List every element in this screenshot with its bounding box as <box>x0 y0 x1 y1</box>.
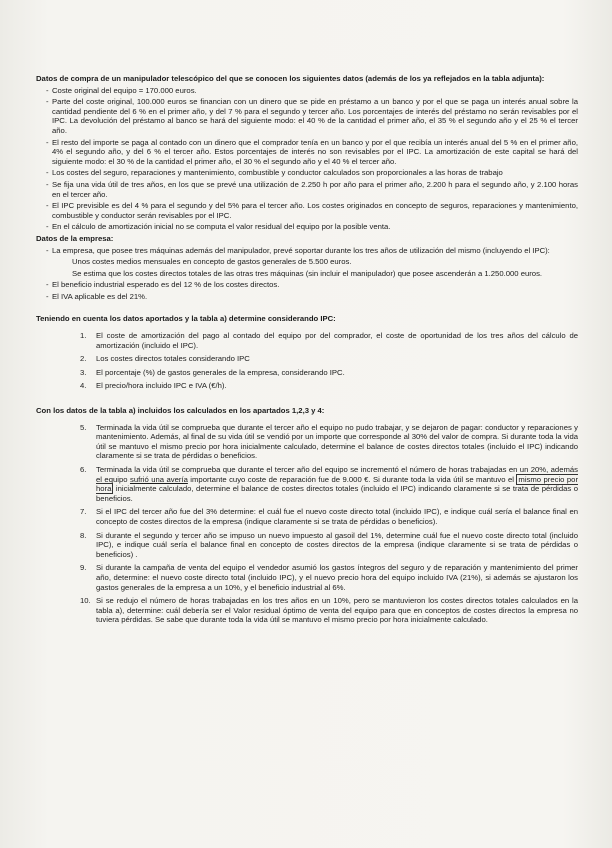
document-content <box>36 74 578 629</box>
list-item: - Coste original del equipo = 170.000 euros. <box>36 86 578 96</box>
section3-heading: Teniendo en cuenta los datos aportados y la tabla a) determine considerando IPC: <box>36 314 336 324</box>
question-item: 8. Si durante el segundo y tercer año se impuso un nuevo impuesto al gasoil del 1%, determine cuál fue el nuevo coste directo total (incluido IPC), e indique cuál sería el balance final en concepto de costes directos de la empresa (indique claramente si se trata de pérdidas o beneficios) . <box>80 530 578 559</box>
question-item: 6. Terminada la vida útil se comprueba que durante el tercer año del equipo se incrementó el número de horas trabajadas en un 20%, además el equipo sufrió una avería importante cuyo coste de reparación fue de 9.000 €. Si durante toda la vida útil se mantuvo el mismo precio por hora inicialmente calculado, determine el balance de costes directos totales (incluido el IPC) indicando claramente si se trata de pérdidas o beneficios. <box>80 465 578 503</box>
underlined-phrase: sufrió una avería <box>129 474 188 484</box>
section2-heading: Datos de la empresa: <box>36 233 114 243</box>
section1-list <box>36 86 578 232</box>
list-item: - En el cálculo de amortización inicial no se computa el valor residual del equipo por la posible venta. <box>36 222 578 232</box>
section4-list <box>36 423 578 625</box>
question-item: 10. Si se redujo el número de horas trabajadas en los tres años en un 10%, pero se mantuvieron los costes directos totales calculados en la tabla a), determine: cuál debería ser el Valor residual óptimo de venta del equipo para que en conceptos de costes directos la empresa no tuviera pérdidas. Se sabe que durante toda la vida útil se mantuvo el mismo precio por hora inicialmente calculado. <box>80 596 578 625</box>
company-sub-item: Se estima que los costes directos totales de las otras tres máquinas (sin incluir el manipulador) que posee ascenderán a 1.250.000 euros. <box>72 268 543 278</box>
list-item: - El IPC previsible es del 4 % para el segundo y del 5% para el tercer año. Los costes originados en concepto de seguros, reparaciones y mantenimiento, combustible y conductor serán revisables por el IPC. <box>36 201 578 220</box>
question-item: 4. El precio/hora incluido IPC e IVA (€/h). <box>80 381 227 391</box>
section3-list <box>36 331 578 391</box>
question-item: 7. Si el IPC del tercer año fue del 3% determine: el cuál fue el nuevo coste directo total (incluido IPC), e indique cuál sería el balance final en concepto de costes directos de la empresa (indique claramente si se trata de pérdidas o beneficios). <box>80 507 578 526</box>
section1-heading: Datos de compra de un manipulador telescópico del que se conocen los siguientes datos (además de los ya reflejados en la tabla adjunta): <box>36 74 545 83</box>
question-item: 1. El coste de amortización del pago al contado del equipo por del comprador, el coste de oportunidad de los tres años del cálculo de amortización (incluido el IPC). <box>80 331 578 350</box>
section4-heading: Con los datos de la tabla a) incluidos los calculados en los apartados 1,2,3 y 4: <box>36 406 325 416</box>
question-item: 2. Los costes directos totales considerando IPC <box>80 354 250 364</box>
question-item: 9. Si durante la campaña de venta del equipo el vendedor asumió los gastos íntegros del seguro y de reparación y mantenimiento del primer año, determine: el nuevo coste directo total (incluido IPC), y el nuevo precio hora del equipo incluido IVA (21%), si además se ajustaron los gastos generales de la empresa a un 10%, y el beneficio industrial al 6%. <box>80 563 578 592</box>
question-item: 5. Terminada la vida útil se comprueba que durante el tercer año el equipo no pudo trabajar, y se dejaron de pagar: conductor y reparaciones y mantenimiento. Además, al final de su vida útil se vendió por un importe que corresponde al 30% del valor de compra. Si durante toda la vida útil se mantuvo el mismo precio por hora inicialmente calculado, determine el balance de costes directos totales (incluido el IPC) indicando claramente si se trata de pérdidas o beneficios. <box>80 422 578 461</box>
section2-list <box>36 246 578 256</box>
list-item: - Se fija una vida útil de tres años, en los que se prevé una utilización de 2.250 h por año para el primer año, 2.200 h para el segundo año, y 2.100 horas en el tercer año. <box>36 180 578 199</box>
question-item: 3. El porcentaje (%) de gastos generales de la empresa, considerando IPC. <box>80 367 345 377</box>
boxed-phrase: mismo precio por hora <box>96 474 578 494</box>
list-item: - El IVA aplicable es del 21%. <box>36 292 578 302</box>
list-item: - Los costes del seguro, reparaciones y mantenimiento, combustible y conductor calculados son proporcionales a las horas de trabajo <box>36 168 578 178</box>
company-sub-item: Unos costes medios mensuales en concepto de gastos generales de 5.500 euros. <box>72 257 352 267</box>
section2-list-cont <box>36 280 578 301</box>
list-item: - El resto del importe se paga al contado con un dinero que el comprador tenía en un banco y por el que recibía un interés anual del 5 % en el primer año, 4% el segundo año, y del 6 % el tercer año. Estos porcentajes de interés no son revisables por el IPC. La amortización de este capital se hará del siguiente modo: el 30 % de la cantidad el primer año, el 30 % el segundo año y el 40 % el tercer año. <box>36 138 578 167</box>
list-item: - Parte del coste original, 100.000 euros se financian con un dinero que se pide en préstamo a un banco y por el que se paga un interés anual sobre la cantidad pendiente del 6 % en el primer año, y del 7 % para el segundo y tercer año. Los porcentajes de interés del préstamo no serán revisables por el IPC. La devolución del préstamo al banco se hará del siguiente modo: el 40 % de la cantidad el primer año, el 35 % el segundo año y el 25 % el tercer año. <box>36 97 578 135</box>
list-item: - La empresa, que posee tres máquinas además del manipulador, prevé soportar durante los tres años de utilización del mismo (incluyendo el IPC): <box>36 246 578 256</box>
list-item: - El beneficio industrial esperado es del 12 % de los costes directos. <box>36 280 578 290</box>
